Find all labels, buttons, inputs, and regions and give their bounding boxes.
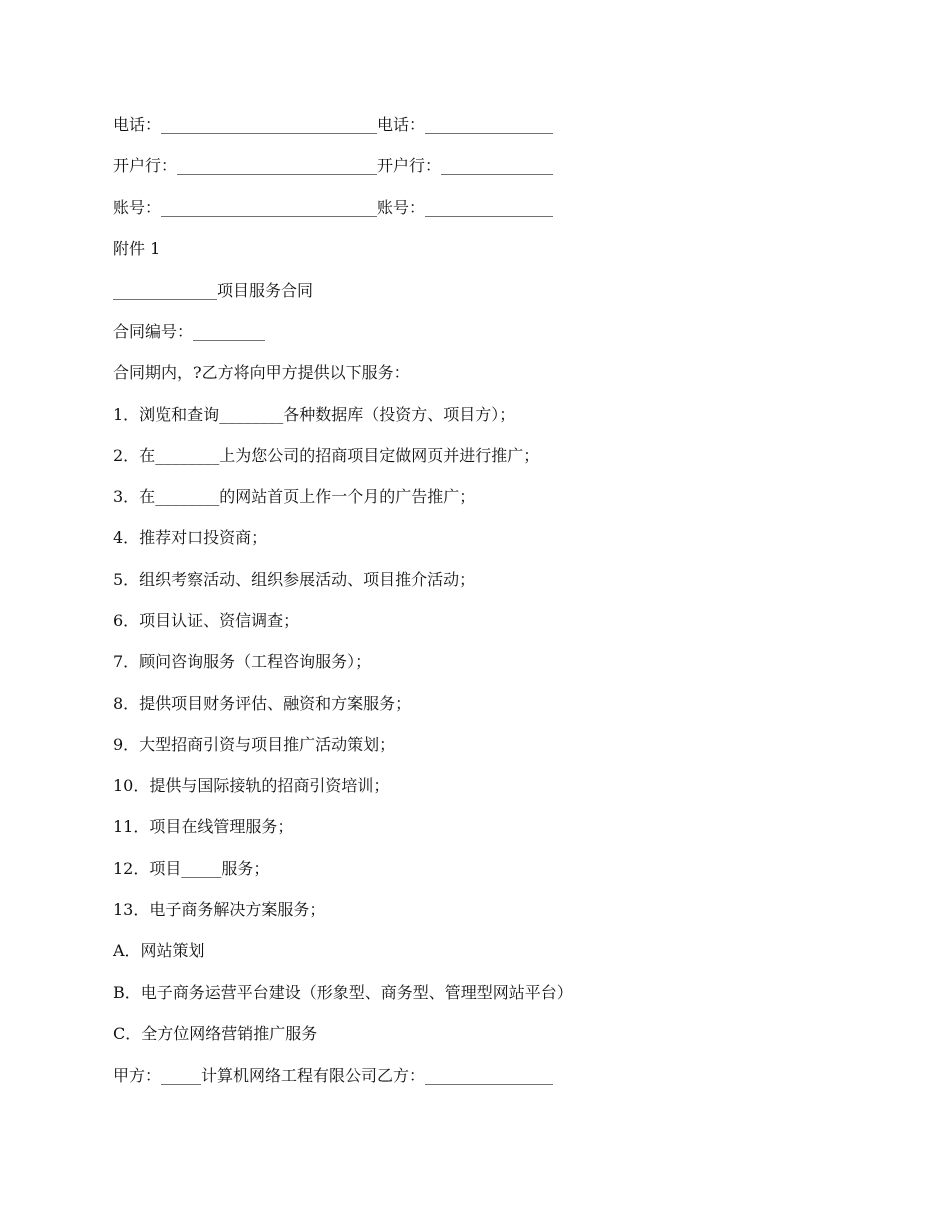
text: 10．提供与国际接轨的招商引资培训； <box>113 776 390 795</box>
text: 11．项目在线管理服务； <box>113 817 294 836</box>
label: 开户行： <box>377 156 442 175</box>
label: 合同编号： <box>113 322 194 341</box>
text: 3．在 <box>113 487 156 506</box>
text: 各种数据库（投资方、项目方）； <box>283 405 516 424</box>
bank-line <box>113 154 553 178</box>
blank: ________ <box>155 446 220 465</box>
list-item <box>113 403 515 427</box>
blank: ________________ <box>425 1066 554 1085</box>
list-item <box>113 692 411 716</box>
blank: _____________ <box>113 281 217 300</box>
text: 8．提供项目财务评估、融资和方案服务； <box>113 694 412 713</box>
label: 电话： <box>113 115 162 134</box>
text: A．网站策划 <box>113 941 205 960</box>
blank: _________________________ <box>177 156 378 175</box>
blank: ________ <box>155 487 220 506</box>
text: 5．组织考察活动、组织参展活动、项目推介活动； <box>113 570 476 589</box>
contract-number-line <box>113 320 265 344</box>
list-item <box>113 857 269 881</box>
list-item <box>113 609 299 633</box>
text: 2．在 <box>113 446 156 465</box>
blank: _____ <box>181 859 222 878</box>
text: 服务； <box>221 859 270 878</box>
label: 甲方： <box>113 1066 162 1085</box>
signature-line <box>113 1064 553 1088</box>
list-item <box>113 650 371 674</box>
blank: _____ <box>161 1066 202 1085</box>
sub-item <box>113 939 205 963</box>
text: C．全方位网络营销推广服务 <box>113 1024 318 1043</box>
text: 7．顾问咨询服务（工程咨询服务）； <box>113 652 372 671</box>
text: 的网站首页上作一个月的广告推广； <box>219 487 476 506</box>
sub-item <box>113 981 573 1005</box>
text: 6．项目认证、资信调查； <box>113 611 300 630</box>
label: 账号： <box>113 198 162 217</box>
text: 附件 1 <box>113 239 161 258</box>
text: 12．项目 <box>113 859 182 878</box>
text: 合同期内，?乙方将向甲方提供以下服务： <box>113 363 410 382</box>
list-item <box>113 815 293 839</box>
contract-title <box>113 279 313 303</box>
account-line <box>113 196 553 220</box>
text: 4．推荐对口投资商； <box>113 528 268 547</box>
label: 电话： <box>377 115 426 134</box>
blank: ___________________________ <box>161 115 378 134</box>
blank: ________________ <box>425 115 554 134</box>
text: 9．大型招商引资与项目推广活动策划； <box>113 735 396 754</box>
blank: _________ <box>193 322 266 341</box>
list-item <box>113 898 325 922</box>
blank: ________ <box>219 405 284 424</box>
blank: ________________ <box>425 198 554 217</box>
list-item <box>113 444 539 468</box>
phone-line <box>113 113 553 137</box>
list-item <box>113 568 475 592</box>
blank: ______________ <box>441 156 554 175</box>
sub-item <box>113 1022 317 1046</box>
text: 计算机网络工程有限公司乙方： <box>201 1066 426 1085</box>
list-item <box>113 774 389 798</box>
blank: ___________________________ <box>161 198 378 217</box>
attachment-heading <box>113 237 160 261</box>
text: 上为您公司的招商项目定做网页并进行推广； <box>219 446 540 465</box>
list-item <box>113 733 395 757</box>
text: 13．电子商务解决方案服务； <box>113 900 326 919</box>
text: 项目服务合同 <box>217 281 314 300</box>
label: 开户行： <box>113 156 178 175</box>
list-item <box>113 526 267 550</box>
label: 账号： <box>377 198 426 217</box>
text: B．电子商务运营平台建设（形象型、商务型、管理型网站平台） <box>113 983 573 1002</box>
text: 1．浏览和查询 <box>113 405 220 424</box>
list-item <box>113 485 475 509</box>
intro-paragraph <box>113 361 410 385</box>
